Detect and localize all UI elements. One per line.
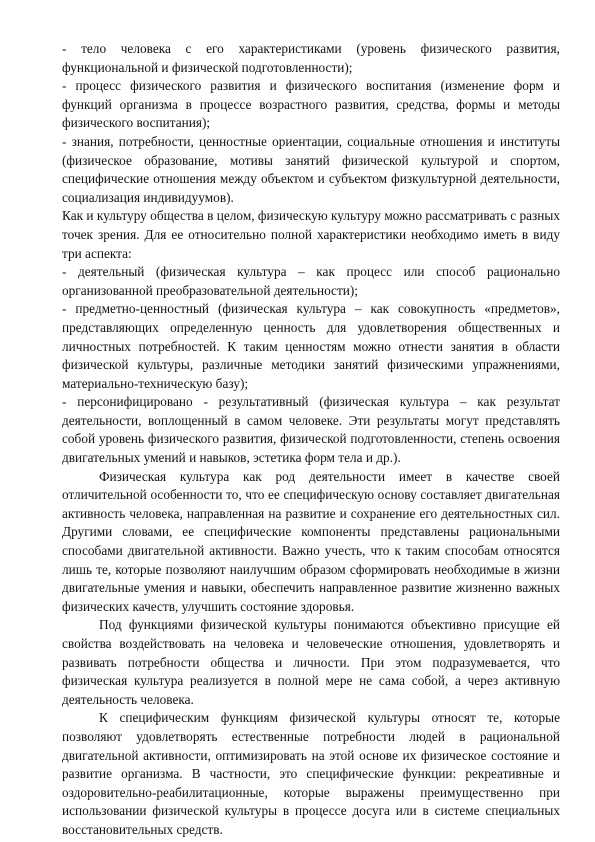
paragraph-motor-activity: Физическая культура как род деятельности имеет в качестве своей отличительной особенности то, что ее специфическую основу составляет двигательная активность человека, направленная на развитие и сохранение его деятельностных сил. Другими словами, ее специфические компоненты представлены рациональными способами двигательной активности. Важно учесть, что к таким способам относятся лишь те, которые позволяют наилучшим образом сформировать необходимые в жизни двигательные умения и навыки, обеспечить направленное развитие жизненно важных физических качеств, улучшить состояние здоровья. xyxy=(62,468,560,614)
paragraph-three-aspects-intro: Как и культуру общества в целом, физическую культуру можно рассматривать с разных точек зрения. Для ее относительно полной характеристики необходимо иметь в виду три аспекта: xyxy=(62,208,560,261)
paragraph-activity-aspect: - деятельный (физическая культура – как процесс или способ рационально организованной преобразовательной деятельности); xyxy=(62,264,560,298)
paragraph-subject-value-aspect: - предметно-ценностный (физическая культура – как совокупность «предметов», представляющих определенную ценность для удовлетворения общественных и личностных потребностей. К таким ценностям можно отнести занятия в области физической культуры, различные методики занятий физическими упражнениями, материально-техническую базу); xyxy=(62,301,560,391)
paragraph-physical-development: - процесс физического развития и физического воспитания (изменение форм и функций организма в процессе возрастного развития, средства, формы и методы физического воспитания); xyxy=(62,78,560,131)
paragraph-knowledge-needs: - знания, потребности, ценностные ориентации, социальные отношения и институты (физическое образование, мотивы занятий физической культурой и спортом, специфические отношения между объектом и субъектом физкультурной деятельности, социализация индивидуумов). xyxy=(62,133,560,205)
paragraph-body-characteristics: - тело человека с его характеристиками (уровень физического развития, функциональной и физической подготовленности); xyxy=(62,41,560,75)
paragraph-specific-functions: К специфическим функциям физической культуры относят те, которые позволяют удовлетворять естественные потребности людей в рациональной двигательной активности, оптимизировать на этой основе их физическое состояние и развитие организма. В частности, это специфические функции: рекреативные и оздоровительно-реабилитационные, которые выражены преимущественно при использовании физической культуры в процессе досуга или в системе специальных восстановительных средств. xyxy=(62,710,560,837)
paragraph-personified-aspect: - персонифицировано - результативный (физическая культура – как результат деятельности, воплощенный в самом человеке. Эти результаты могут представлять собой уровень физического развития, физической подготовленности, степень освоения двигательных умений и навыков, эстетика форм тела и др.). xyxy=(62,394,560,466)
paragraph-functions-definition: Под функциями физической культуры понимаются объективно присущие ей свойства воздействовать на человека и человеческие отношения, удовлетворять и развивать потребности общества и личности. При этом подразумевается, что физическая культура реализуется в полной мере не сама собой, а через активную деятельность человека. xyxy=(62,617,560,707)
document-page xyxy=(62,40,560,840)
